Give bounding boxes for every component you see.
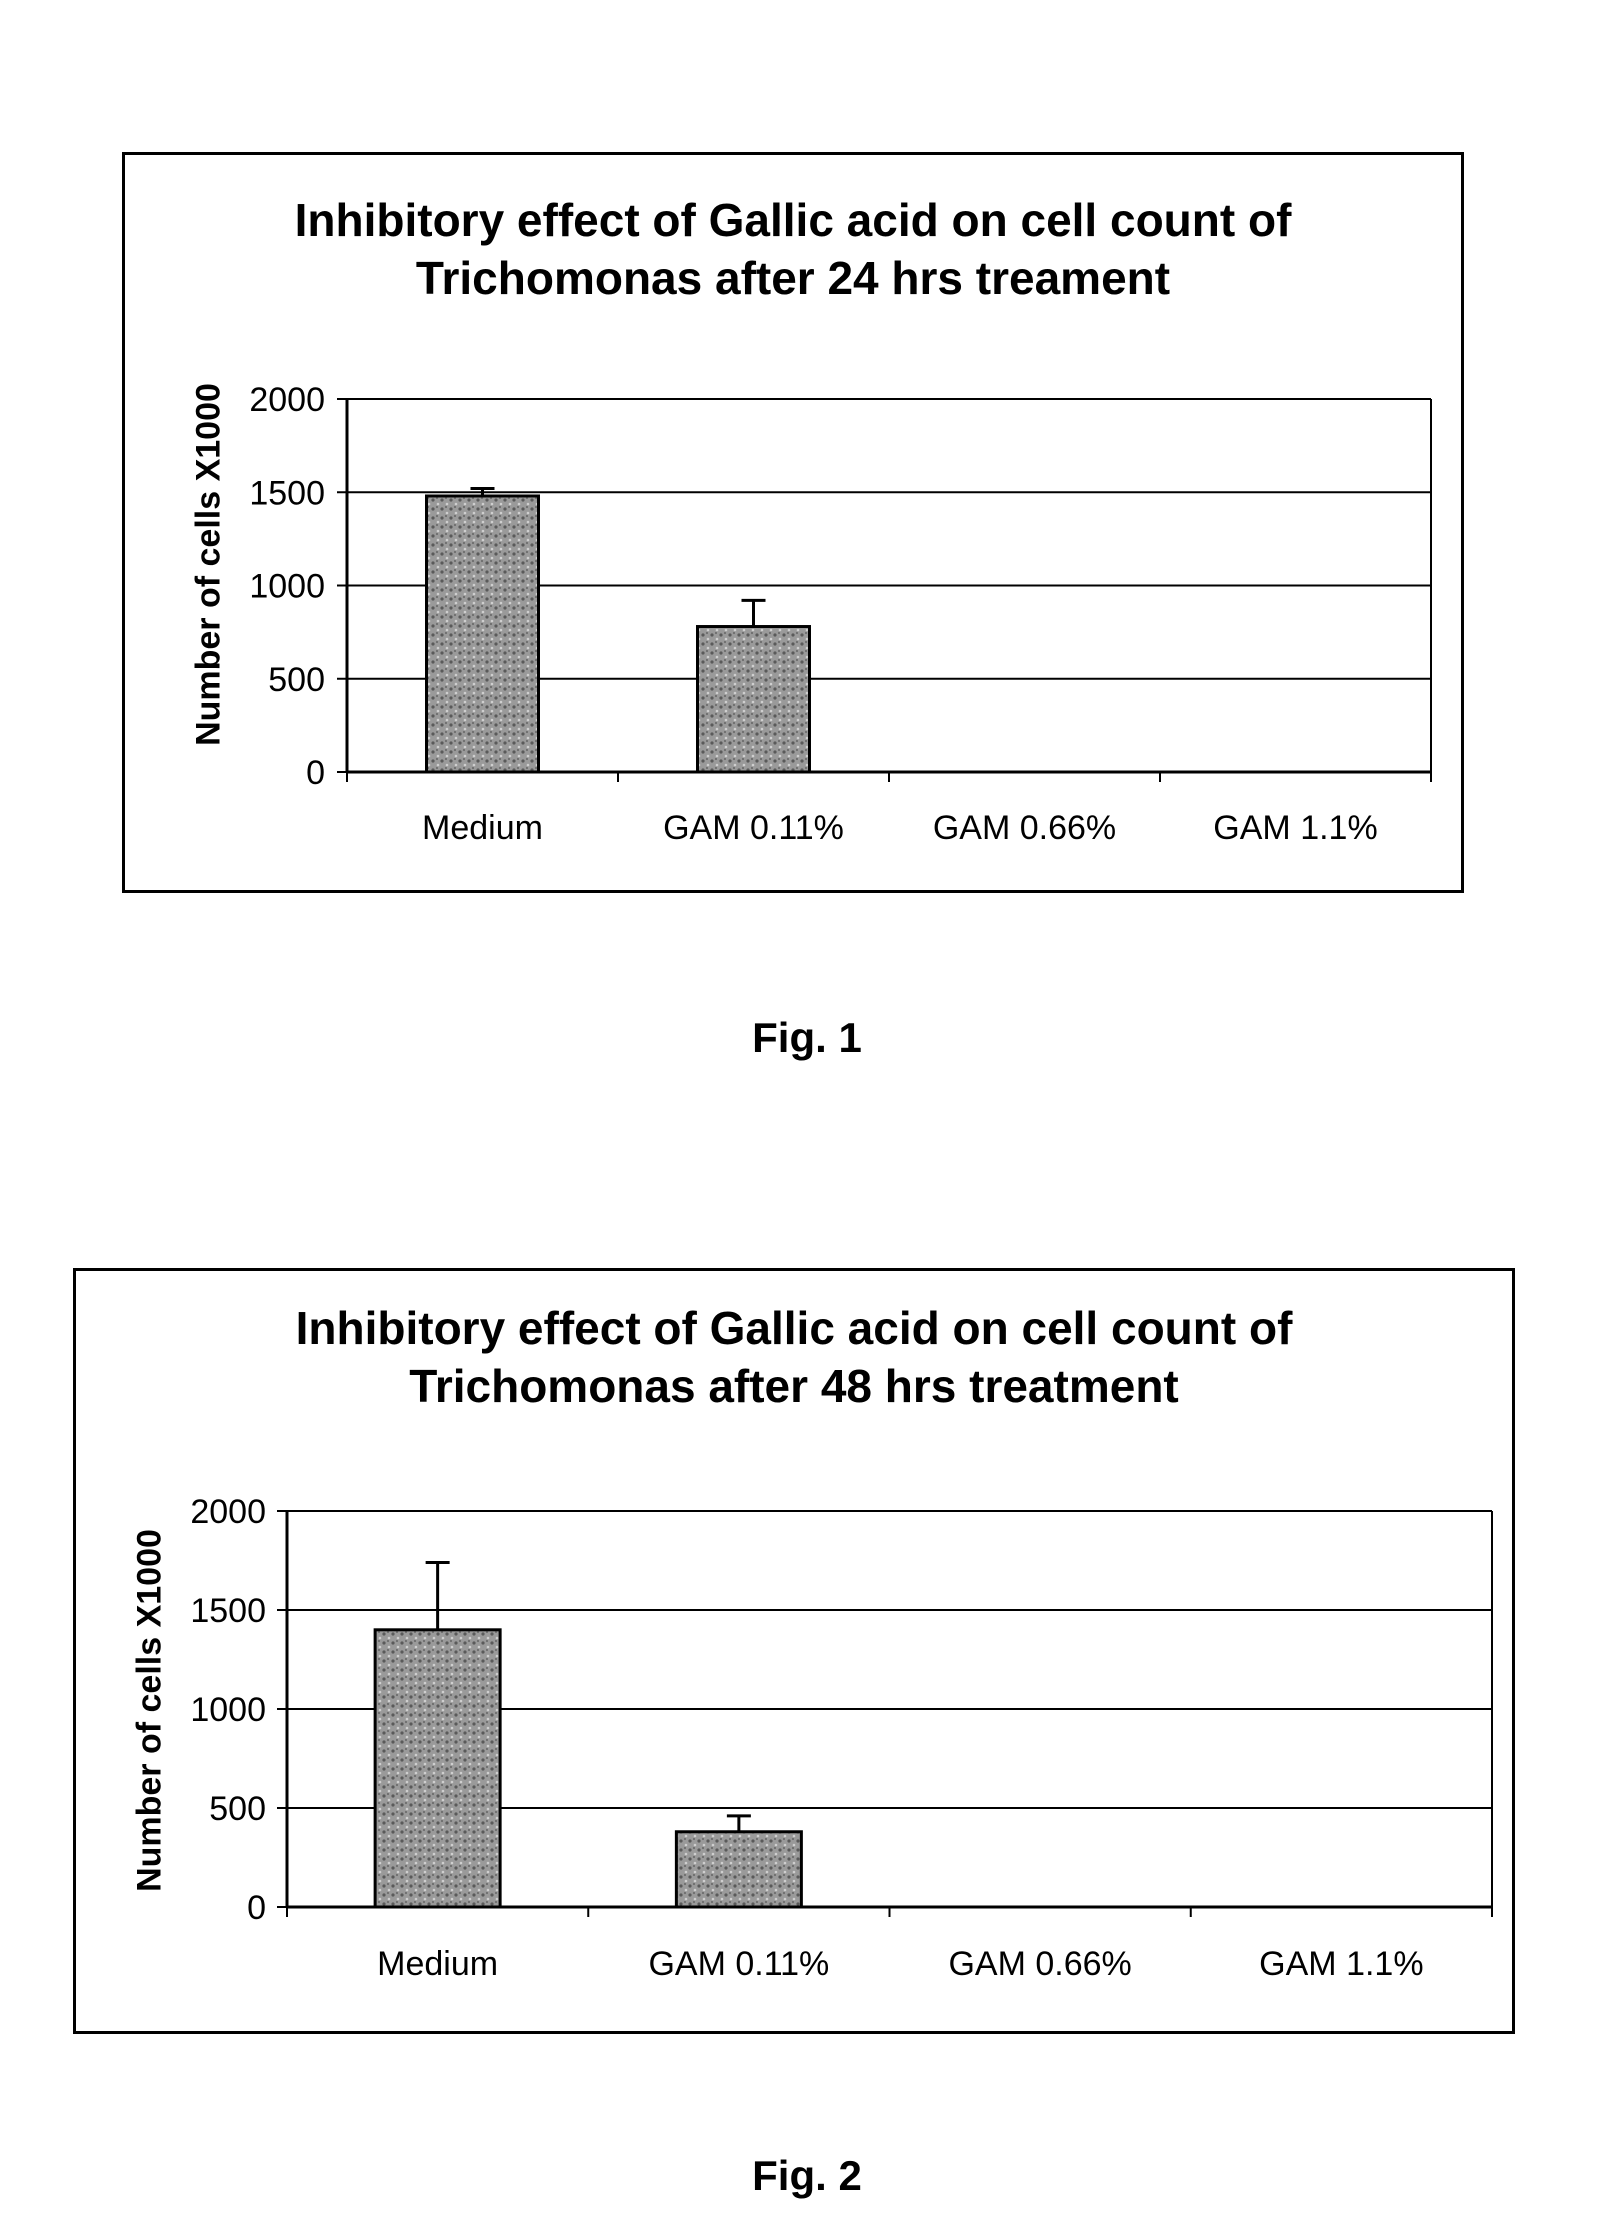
y-tick-label: 0	[247, 1889, 266, 1927]
y-tick-label: 1000	[249, 567, 325, 606]
x-category-label: Medium	[422, 809, 543, 847]
y-tick-label: 0	[306, 754, 325, 792]
y-tick-label: 500	[268, 660, 325, 699]
x-category-label: GAM 1.1%	[1259, 1945, 1424, 1983]
chart-1-title-line-2: Trichomonas after 24 hrs treament	[415, 252, 1171, 304]
bar-2	[698, 627, 810, 772]
x-category-label: GAM 0.11%	[648, 1945, 830, 1983]
bar-2	[676, 1832, 801, 1907]
chart-2-y-axis-label: Number of cells X1000	[130, 1529, 169, 1892]
chart-2-title-line-1: Inhibitory effect of Gallic acid on cell count of	[295, 1302, 1293, 1354]
x-category-label: GAM 1.1%	[1213, 809, 1378, 847]
x-category-label: Medium	[377, 1945, 499, 1983]
figure-1-caption: Fig. 1	[752, 1014, 862, 1061]
figure-2-caption: Fig. 2	[752, 2152, 862, 2199]
chart-2-title-line-2: Trichomonas after 48 hrs treatment	[409, 1360, 1179, 1412]
x-category-label: GAM 0.66%	[932, 809, 1117, 847]
y-tick-label: 1500	[249, 474, 325, 513]
chart-2-plot	[76, 1271, 1512, 2031]
y-tick-label: 1500	[190, 1592, 266, 1630]
x-category-label: GAM 0.66%	[948, 1945, 1132, 1983]
chart-1-plot	[125, 155, 1461, 890]
y-tick-label: 2000	[190, 1493, 266, 1531]
chart-1-frame	[122, 152, 1464, 893]
chart-2-frame	[73, 1268, 1515, 2034]
bar-1	[375, 1630, 500, 1907]
chart-1-title-line-1: Inhibitory effect of Gallic acid on cell count of	[294, 194, 1292, 246]
y-tick-label: 500	[209, 1790, 266, 1828]
y-tick-label: 2000	[249, 381, 325, 419]
chart-1-y-axis-label: Number of cells X1000	[189, 383, 228, 746]
bar-1	[427, 496, 539, 772]
y-tick-label: 1000	[190, 1691, 266, 1729]
x-category-label: GAM 0.11%	[663, 809, 844, 847]
